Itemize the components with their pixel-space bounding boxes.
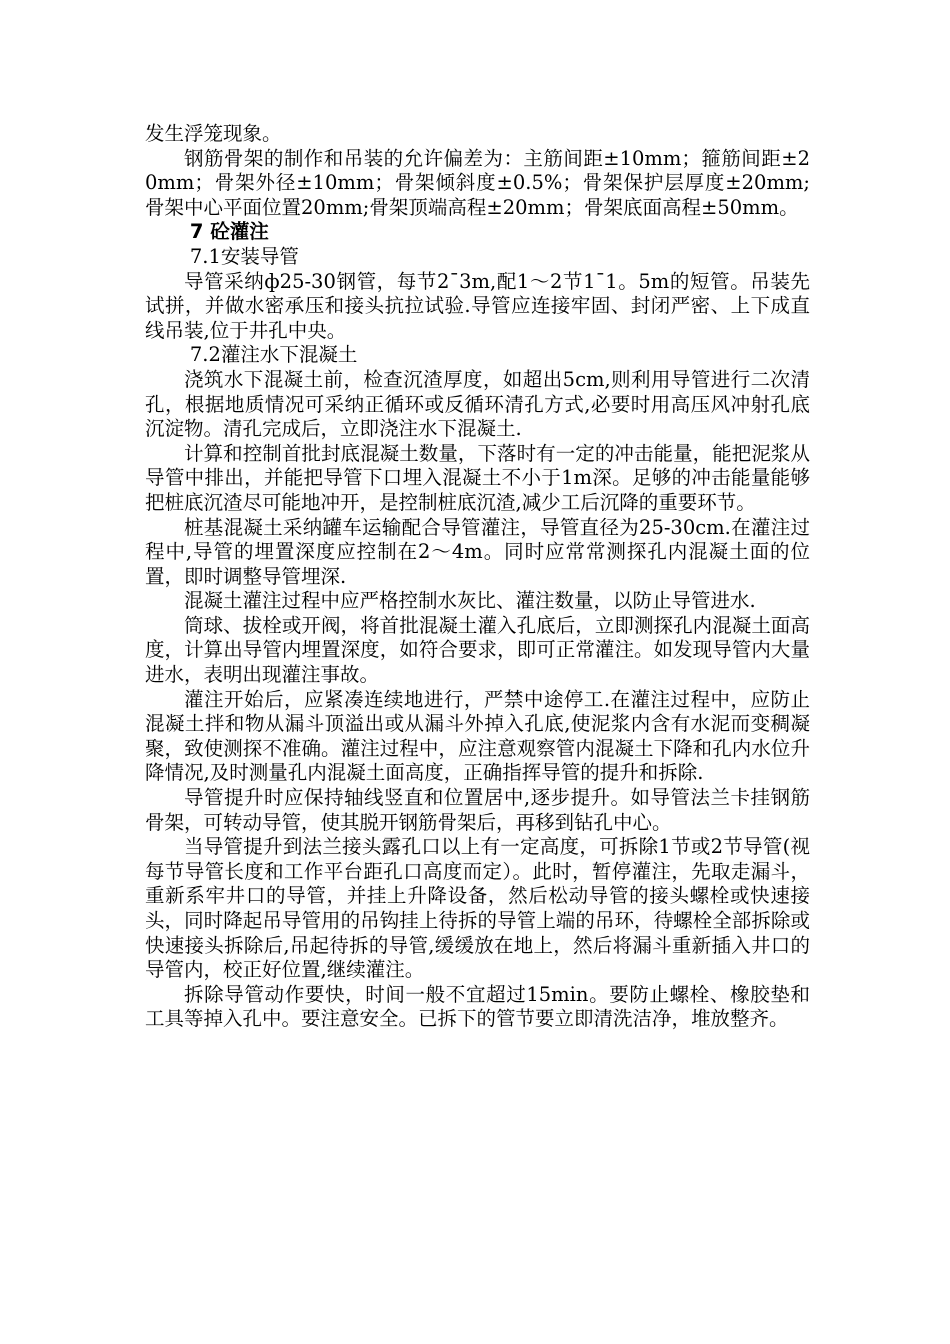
paragraph-pipe-lift: 导管提升时应保持轴线竖直和位置居中,逐步提升。如导管法兰卡挂钢筋骨架，可转动导管，使其脱开钢筋骨架后，再移到钻孔中心。 xyxy=(145,786,810,834)
subsection-heading-7-2: 7.2灌注水下混凝土 xyxy=(189,343,358,367)
paragraph-pipe: 导管采纳ф25-30钢管，每节2¯3m,配1～2节1¯1。5m的短管。吊装先试拼，并做水密承压和接头抗拉试验.导管应连接牢固、封闭严密、上下成直线吊装,位于井孔中央。 xyxy=(145,269,810,342)
paragraph-first-batch: 计算和控制首批封底混凝土数量，下落时有一定的冲击能量，能把泥浆从导管中排出，并能把导管下口埋入混凝土不小于1m深。足够的冲击能量能够把桩底沉渣尽可能地冲开，是控制桩底沉渣,减少工后沉降的重要环节。 xyxy=(145,441,810,514)
paragraph-pipe-removal: 当导管提升到法兰接头露孔口以上有一定高度，可拆除1节或2节导管(视每节导管长度和工作平台距孔口高度而定）。此时，暂停灌注，先取走漏斗，重新系牢井口的导管，并挂上升降设备，然后松动导管的接头螺栓或快速接头，同时降起吊导管用的吊钩挂上待拆的导管上端的吊环，待螺栓全部拆除或快速接头拆除后,吊起待拆的导管,缓缓放在地上，然后将漏斗重新插入井口的导管内，校正好位置,继续灌注。 xyxy=(145,835,810,982)
paragraph-tolerance: 钢筋骨架的制作和吊装的允许偏差为：主筋间距±10mm；箍筋间距±20mm；骨架外径±10mm；骨架倾斜度±0.5%；骨架保护层厚度±20mm;骨架中心平面位置20mm;骨架顶端高程±20mm；骨架底面高程±50mm。 xyxy=(145,146,810,219)
paragraph-fast-removal: 拆除导管动作要快，时间一般不宜超过15min。要防止螺栓、橡胶垫和工具等掉入孔中。要注意安全。已拆下的管节要立即清洗洁净，堆放整齐。 xyxy=(145,982,810,1031)
subsection-heading-7-1: 7.1安装导管 xyxy=(189,244,299,268)
paragraph-continuation: 发生浮笼现象。 xyxy=(145,122,282,145)
document-page xyxy=(145,122,810,1032)
paragraph-plug: 筒球、拔栓或开阀，将首批混凝土灌入孔底后，立即测探孔内混凝土面高度，计算出导管内埋置深度，如符合要求，即可正常灌注。如发现导管内大量进水，表明出现灌注事故。 xyxy=(145,613,810,687)
section-heading-7: 7 砼灌注 xyxy=(189,220,269,244)
paragraph-truck-transport: 桩基混凝土采纳罐车运输配合导管灌注，导管直径为25-30cm.在灌注过程中,导管的埋置深度应控制在2～4m。同时应常常测探孔内混凝土面的位置，即时调整导管埋深. xyxy=(145,515,810,588)
paragraph-water-cement-ratio: 混凝土灌注过程中应严格控制水灰比、灌注数量，以防止导管进水. xyxy=(184,589,756,613)
paragraph-clean-hole: 浇筑水下混凝土前，检查沉渣厚度，如超出5cm,则利用导管进行二次清孔，根据地质情况可采纳正循环或反循环清孔方式,必要时用高压风冲射孔底沉淀物。清孔完成后，立即浇注水下混凝土. xyxy=(145,367,810,441)
paragraph-continuous-pour: 灌注开始后，应紧凑连续地进行，严禁中途停工.在灌注过程中，应防止混凝土拌和物从漏斗顶溢出或从漏斗外掉入孔底,使泥浆内含有水泥而变稠凝聚，致使测探不准确。灌注过程中，应注意观察管内混凝土下降和孔内水位升降情况,及时测量孔内混凝土面高度，正确指挥导管的提升和拆除. xyxy=(145,687,810,785)
